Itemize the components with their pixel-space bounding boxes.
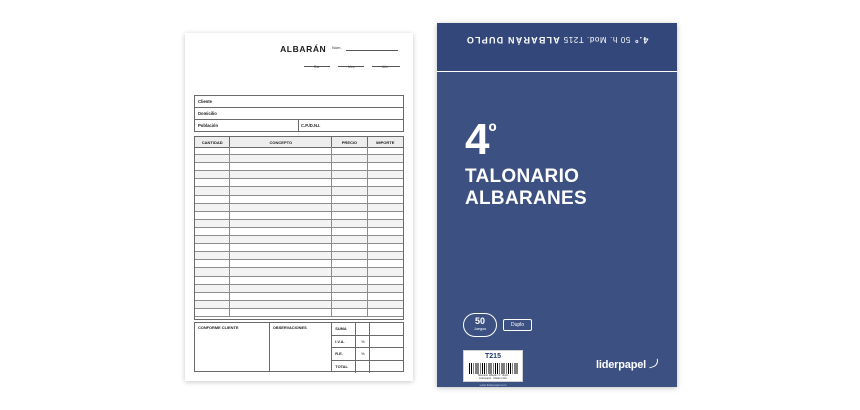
table-cell: [195, 147, 230, 154]
totals-label-iva: I.V.A.: [332, 336, 356, 348]
delivery-note-sheet: [185, 33, 413, 381]
table-cell: [332, 212, 367, 219]
form-header: [194, 42, 404, 72]
table-cell: [195, 228, 230, 235]
field-label-poblacion: Población: [198, 122, 219, 128]
conforme-cliente-box: [195, 323, 270, 371]
table-cell: [368, 179, 403, 186]
form-title: ALBARÁN: [280, 44, 327, 54]
table-cell: [230, 163, 332, 170]
table-row: [195, 260, 403, 268]
table-row: [195, 244, 403, 252]
totals-row-total: [332, 361, 403, 374]
table-row: [195, 301, 403, 309]
table-cell: [230, 301, 332, 308]
table-row: [195, 147, 403, 155]
table-cell: [368, 293, 403, 300]
table-row: [195, 212, 403, 220]
totals-row-suma: [332, 323, 403, 336]
table-cell: [230, 155, 332, 162]
table-cell: [230, 179, 332, 186]
table-cell: [332, 293, 367, 300]
client-row-domicilio: [195, 108, 403, 120]
brand-swoosh-icon: [647, 358, 660, 368]
brand-logo-text: liderpapel: [596, 359, 646, 371]
table-row: [195, 293, 403, 301]
table-cell: [230, 171, 332, 178]
product-label-line2: Liderpapel · Made in EU: [479, 376, 507, 380]
observaciones-box: [270, 323, 332, 371]
table-cell: [332, 252, 367, 259]
cover-title-line1: TALONARIO: [465, 166, 580, 187]
table-cell: [368, 196, 403, 203]
totals-label-suma: SUMA: [332, 323, 356, 335]
cover-size-number: 4: [465, 115, 489, 164]
table-cell: [332, 187, 367, 194]
table-cell: [230, 285, 332, 292]
cover-size-sup: º: [488, 118, 496, 144]
table-cell: [195, 196, 230, 203]
table-row: [195, 196, 403, 204]
notebook-cover: [437, 23, 677, 387]
observaciones-label: OBSERVACIONES: [272, 325, 307, 330]
table-row: [195, 252, 403, 260]
table-row: [195, 285, 403, 293]
totals-row-re: [332, 348, 403, 361]
table-cell: [230, 236, 332, 243]
date-year-label: Año: [382, 65, 389, 69]
table-cell: [230, 212, 332, 219]
table-cell: [332, 171, 367, 178]
table-cell: [332, 196, 367, 203]
conforme-cliente-label: CONFORME CLIENTE: [198, 325, 239, 330]
totals-value-suma: [370, 323, 403, 335]
totals-pct-iva: %: [356, 336, 370, 348]
table-row: [195, 179, 403, 187]
table-cell: [368, 244, 403, 251]
table-cell: [332, 301, 367, 308]
table-cell: [368, 212, 403, 219]
table-row: [195, 220, 403, 228]
table-row: [195, 277, 403, 285]
barcode-icon: [469, 363, 519, 374]
field-label-domicilio: Domicilio: [198, 110, 217, 116]
table-cell: [230, 260, 332, 267]
totals-label-total: TOTAL: [332, 361, 356, 374]
duplo-badge: Duplo: [503, 319, 532, 331]
sheet-count-unit: Juegos: [473, 327, 487, 331]
table-cell: [368, 285, 403, 292]
table-cell: [368, 171, 403, 178]
product-label-subtext: [464, 374, 522, 380]
table-cell: [332, 244, 367, 251]
table-cell: [368, 252, 403, 259]
totals-box: [332, 323, 403, 371]
table-row: [195, 171, 403, 179]
cover-band-size: 4.º: [633, 35, 649, 45]
table-cell: [230, 204, 332, 211]
table-row: [195, 268, 403, 276]
table-cell: [195, 268, 230, 275]
date-month-label: Mes: [348, 65, 355, 69]
product-label-line1: Talonario albarán 4.º duplo: [477, 373, 509, 377]
cover-title: [465, 166, 587, 210]
table-cell: [332, 260, 367, 267]
table-cell: [230, 228, 332, 235]
table-row: [195, 204, 403, 212]
client-row-poblacion: [195, 120, 403, 131]
table-cell: [368, 277, 403, 284]
table-cell: [195, 309, 230, 316]
client-row-cliente: [195, 96, 403, 108]
column-header-importe: IMPORTE: [376, 139, 395, 145]
date-day-label: Día: [314, 65, 320, 69]
table-cell: [332, 285, 367, 292]
table-cell: [368, 187, 403, 194]
table-cell: [368, 228, 403, 235]
table-cell: [230, 187, 332, 194]
table-cell: [230, 147, 332, 154]
product-code: T215: [485, 353, 501, 360]
table-cell: [230, 277, 332, 284]
column-header-precio: PRECIO: [332, 137, 367, 147]
table-row: [195, 309, 403, 317]
table-cell: [368, 236, 403, 243]
table-cell: [368, 260, 403, 267]
table-cell: [332, 268, 367, 275]
product-label: [463, 350, 523, 382]
cover-top-band: [437, 23, 677, 72]
table-cell: [332, 155, 367, 162]
table-cell: [368, 268, 403, 275]
table-cell: [195, 285, 230, 292]
table-cell: [195, 155, 230, 162]
table-cell: [332, 204, 367, 211]
totals-label-re: R.E.: [332, 348, 356, 360]
totals-pct-suma: [356, 323, 370, 335]
table-cell: [195, 212, 230, 219]
table-cell: [332, 309, 367, 316]
table-cell: [195, 171, 230, 178]
table-row: [195, 187, 403, 195]
client-block: [194, 95, 404, 132]
table-cell: [230, 244, 332, 251]
table-cell: [332, 236, 367, 243]
table-cell: [195, 301, 230, 308]
table-cell: [195, 252, 230, 259]
grid-body: [195, 147, 403, 319]
table-cell: [332, 163, 367, 170]
table-cell: [195, 220, 230, 227]
date-row: [304, 58, 400, 70]
table-cell: [230, 196, 332, 203]
cover-band-codes: 50 h. Mod. T215: [563, 35, 631, 44]
table-cell: [195, 187, 230, 194]
table-cell: [332, 220, 367, 227]
brand-website: www.liderpapel.com: [479, 383, 507, 387]
table-cell: [195, 204, 230, 211]
sheet-inner: [194, 42, 404, 372]
form-number-line: [346, 50, 398, 51]
field-label-cliente: Cliente: [198, 98, 212, 104]
table-cell: [368, 155, 403, 162]
table-cell: [332, 147, 367, 154]
table-row: [195, 163, 403, 171]
table-cell: [195, 244, 230, 251]
table-cell: [230, 252, 332, 259]
totals-value-total: [370, 361, 403, 374]
sheet-count-number: 50: [474, 316, 485, 326]
table-cell: [332, 277, 367, 284]
table-cell: [195, 260, 230, 267]
table-cell: [368, 204, 403, 211]
totals-pct-re: %: [356, 348, 370, 360]
cover-size-mark: [465, 115, 496, 164]
table-cell: [195, 293, 230, 300]
line-items-grid: [194, 136, 404, 320]
form-number-label: Núm.: [332, 45, 342, 50]
cover-band-text: [437, 35, 677, 45]
field-label-cp-dni: C.P./D.N.I.: [301, 122, 321, 128]
table-cell: [368, 301, 403, 308]
table-row: [195, 228, 403, 236]
table-row: [195, 236, 403, 244]
field-divider: [298, 120, 299, 131]
totals-pct-total: [356, 361, 370, 374]
table-cell: [230, 309, 332, 316]
table-cell: [368, 220, 403, 227]
totals-row-iva: [332, 336, 403, 349]
totals-value-iva: [370, 336, 403, 348]
table-cell: [195, 277, 230, 284]
cover-band-main: ALBARÁN DUPLO: [465, 35, 560, 45]
totals-value-re: [370, 348, 403, 360]
table-cell: [368, 163, 403, 170]
table-cell: [230, 293, 332, 300]
column-header-concepto: CONCEPTO: [230, 137, 332, 147]
column-header-cantidad: CANTIDAD: [195, 137, 230, 147]
sheet-count-badge: [463, 313, 497, 337]
table-cell: [230, 220, 332, 227]
table-cell: [230, 268, 332, 275]
table-cell: [368, 147, 403, 154]
table-cell: [368, 309, 403, 316]
brand-logo: [596, 359, 659, 371]
table-cell: [195, 179, 230, 186]
table-cell: [195, 236, 230, 243]
table-row: [195, 155, 403, 163]
table-cell: [332, 179, 367, 186]
table-cell: [332, 228, 367, 235]
cover-title-line2: ALBARANES: [465, 187, 587, 209]
table-cell: [195, 163, 230, 170]
form-footer: [194, 322, 404, 372]
